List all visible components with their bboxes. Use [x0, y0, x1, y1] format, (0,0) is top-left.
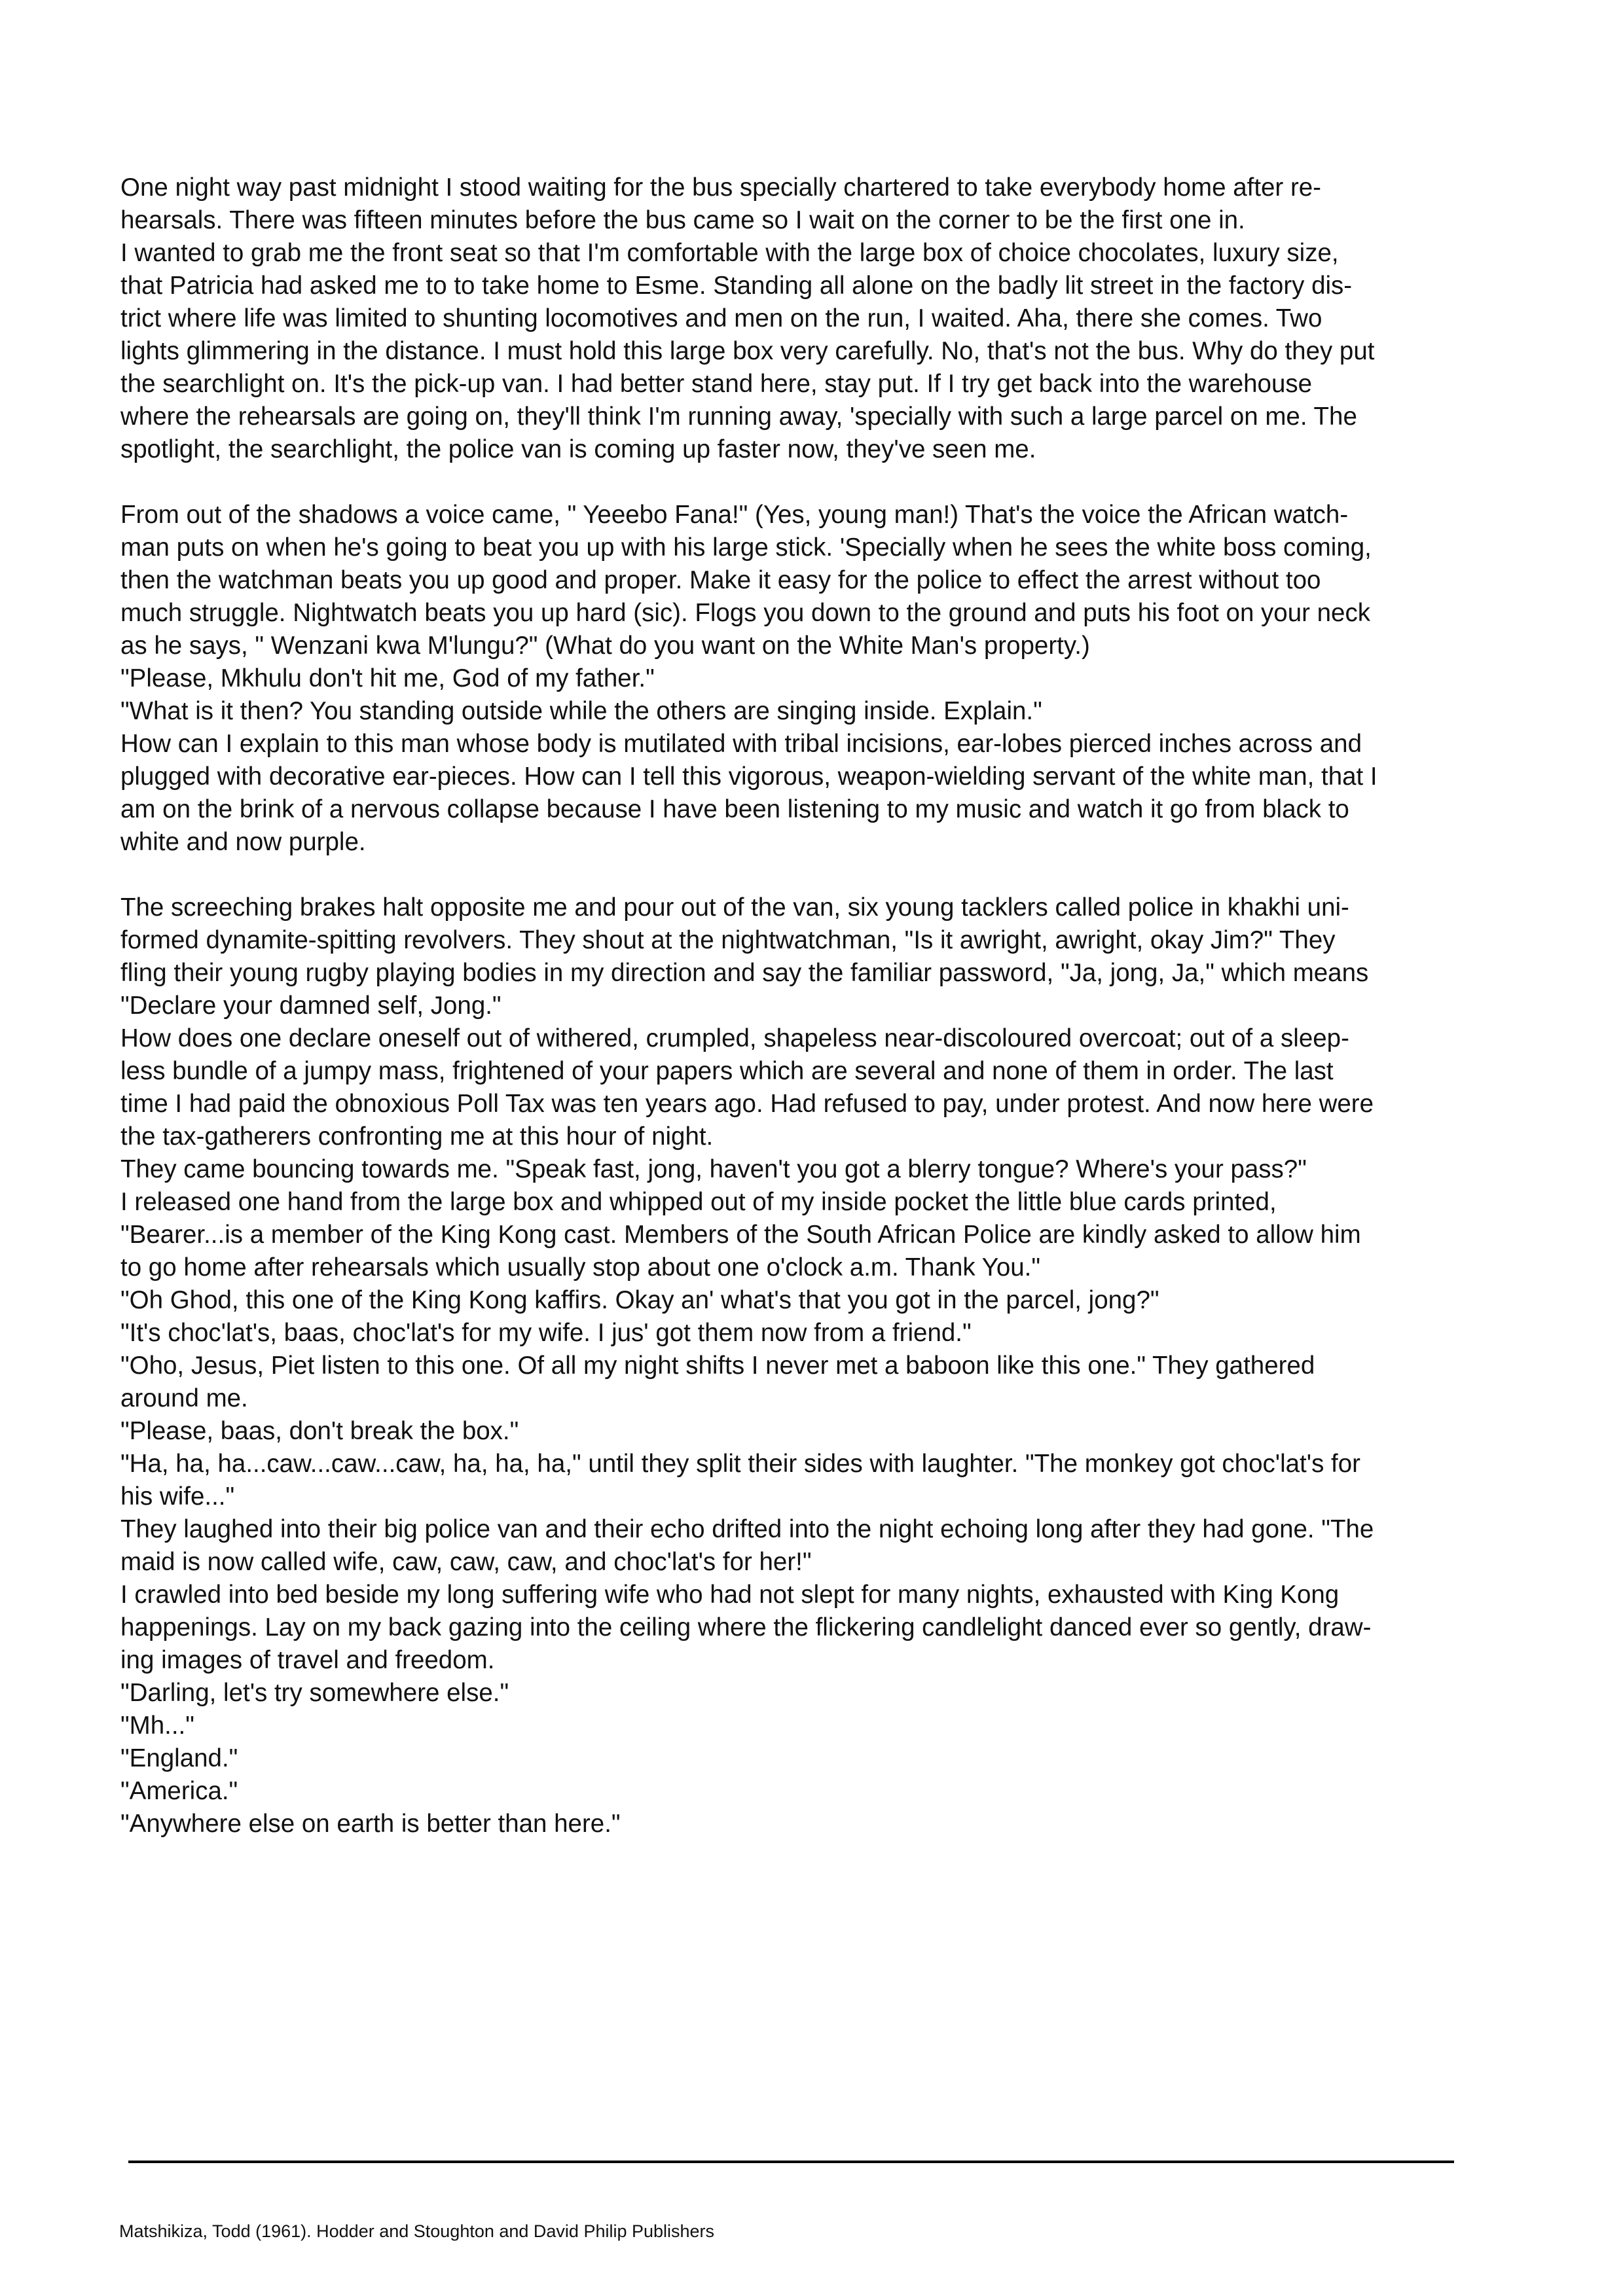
- document-body: [120, 171, 1506, 1840]
- paragraph: [120, 891, 1506, 1840]
- text-line: I released one hand from the large box and whipped out of my inside pocket the little blue cards printed,: [120, 1188, 1277, 1216]
- text-line: where the rehearsals are going on, they'll think I'm running away, 'specially with such a large parcel on me. The: [120, 403, 1357, 431]
- text-line: trict where life was limited to shunting locomotives and men on the run, I waited. Aha, there she comes. Two: [120, 304, 1322, 332]
- text-line: "England.": [120, 1744, 238, 1772]
- text-line: as he says, " Wenzani kwa M'lungu?" (What do you want on the White Man's property.): [120, 632, 1090, 660]
- paragraph-spacer: [120, 859, 1506, 891]
- text-line: around me.: [120, 1384, 248, 1412]
- text-line: less bundle of a jumpy mass, frightened of your papers which are several and none of them in order. The last: [120, 1057, 1334, 1085]
- text-line: lights glimmering in the distance. I must hold this large box very carefully. No, that's not the bus. Why do they put: [120, 337, 1375, 365]
- paragraph: [120, 171, 1506, 466]
- text-line: white and now purple.: [120, 828, 366, 856]
- text-line: "It's choc'lat's, baas, choc'lat's for my wife. I jus' got them now from a friend.": [120, 1319, 972, 1347]
- text-line: spotlight, the searchlight, the police van is coming up faster now, they've seen me.: [120, 435, 1036, 463]
- text-line: "Declare your damned self, Jong.": [120, 992, 501, 1020]
- paragraph-spacer: [120, 466, 1506, 499]
- text-line: time I had paid the obnoxious Poll Tax was ten years ago. Had refused to pay, under protest. And now here were: [120, 1090, 1374, 1118]
- text-line: How can I explain to this man whose body is mutilated with tribal incisions, ear-lobes pierced inches across and: [120, 730, 1362, 758]
- paragraph: [120, 499, 1506, 859]
- text-line: the tax-gatherers confronting me at this hour of night.: [120, 1122, 714, 1151]
- text-line: "Darling, let's try somewhere else.": [120, 1679, 509, 1707]
- text-line: I wanted to grab me the front seat so that I'm comfortable with the large box of choice chocolates, luxury size,: [120, 239, 1339, 267]
- text-line: How does one declare oneself out of withered, crumpled, shapeless near-discoloured overcoat; out of a sleep-: [120, 1024, 1349, 1052]
- text-line: "Please, baas, don't break the box.": [120, 1417, 519, 1445]
- text-line: They came bouncing towards me. "Speak fast, jong, haven't you got a blerry tongue? Where's your pass?": [120, 1155, 1307, 1183]
- text-line: The screeching brakes halt opposite me and pour out of the van, six young tacklers called police in khakhi uni-: [120, 893, 1349, 922]
- text-line: his wife...": [120, 1482, 235, 1511]
- text-line: They laughed into their big police van and their echo drifted into the night echoing long after they had gone. "The: [120, 1515, 1374, 1543]
- text-line: "Please, Mkhulu don't hit me, God of my father.": [120, 664, 655, 692]
- text-line: then the watchman beats you up good and proper. Make it easy for the police to effect the arrest without too: [120, 566, 1321, 594]
- text-line: ing images of travel and freedom.: [120, 1646, 495, 1674]
- text-line: maid is now called wife, caw, caw, caw, and choc'lat's for her!": [120, 1548, 812, 1576]
- text-line: "Ha, ha, ha...caw...caw...caw, ha, ha, ha," until they split their sides with laughter. "The monkey got choc'lat's for: [120, 1450, 1360, 1478]
- text-line: to go home after rehearsals which usually stop about one o'clock a.m. Thank You.": [120, 1253, 1041, 1282]
- text-line: "Bearer...is a member of the King Kong cast. Members of the South African Police are kindly asked to allow him: [120, 1221, 1361, 1249]
- text-line: am on the brink of a nervous collapse because I have been listening to my music and watch it go from black to: [120, 795, 1349, 823]
- text-line: the searchlight on. It's the pick-up van. I had better stand here, stay put. If I try get back into the warehouse: [120, 370, 1313, 398]
- text-line: "America.": [120, 1777, 238, 1805]
- text-line: man puts on when he's going to beat you up with his large stick. 'Specially when he sees the white boss coming,: [120, 533, 1372, 562]
- text-line: hearsals. There was fifteen minutes before the bus came so I wait on the corner to be the first one in.: [120, 206, 1245, 234]
- text-line: happenings. Lay on my back gazing into the ceiling where the flickering candlelight danced ever so gently, draw-: [120, 1613, 1372, 1641]
- text-line: "What is it then? You standing outside while the others are singing inside. Explain.": [120, 697, 1042, 725]
- text-line: From out of the shadows a voice came, " Yeeebo Fana!" (Yes, young man!) That's the voice the African watch-: [120, 501, 1349, 529]
- text-line: "Mh...": [120, 1712, 194, 1740]
- text-line: I crawled into bed beside my long suffering wife who had not slept for many nights, exhausted with King Kong: [120, 1581, 1340, 1609]
- text-line: "Oh Ghod, this one of the King Kong kaffirs. Okay an' what's that you got in the parcel, jong?": [120, 1286, 1159, 1314]
- text-line: that Patricia had asked me to to take home to Esme. Standing all alone on the badly lit street in the factory dis-: [120, 272, 1353, 300]
- text-line: One night way past midnight I stood waiting for the bus specially chartered to take everybody home after re-: [120, 173, 1321, 202]
- footer-divider: [128, 2161, 1454, 2163]
- text-line: fling their young rugby playing bodies in my direction and say the familiar password, "Ja, jong, Ja," which means: [120, 959, 1369, 987]
- footer-citation: Matshikiza, Todd (1961). Hodder and Stoughton and David Philip Publishers: [119, 2221, 715, 2241]
- text-line: "Oho, Jesus, Piet listen to this one. Of all my night shifts I never met a baboon like this one." They gathered: [120, 1352, 1315, 1380]
- text-line: formed dynamite-spitting revolvers. They shout at the nightwatchman, "Is it awright, awright, okay Jim?" They: [120, 926, 1336, 954]
- text-line: "Anywhere else on earth is better than here.": [120, 1810, 621, 1838]
- text-line: plugged with decorative ear-pieces. How can I tell this vigorous, weapon-wielding servant of the white man, that I: [120, 762, 1377, 791]
- text-line: much struggle. Nightwatch beats you up hard (sic). Flogs you down to the ground and puts his foot on your neck: [120, 599, 1370, 627]
